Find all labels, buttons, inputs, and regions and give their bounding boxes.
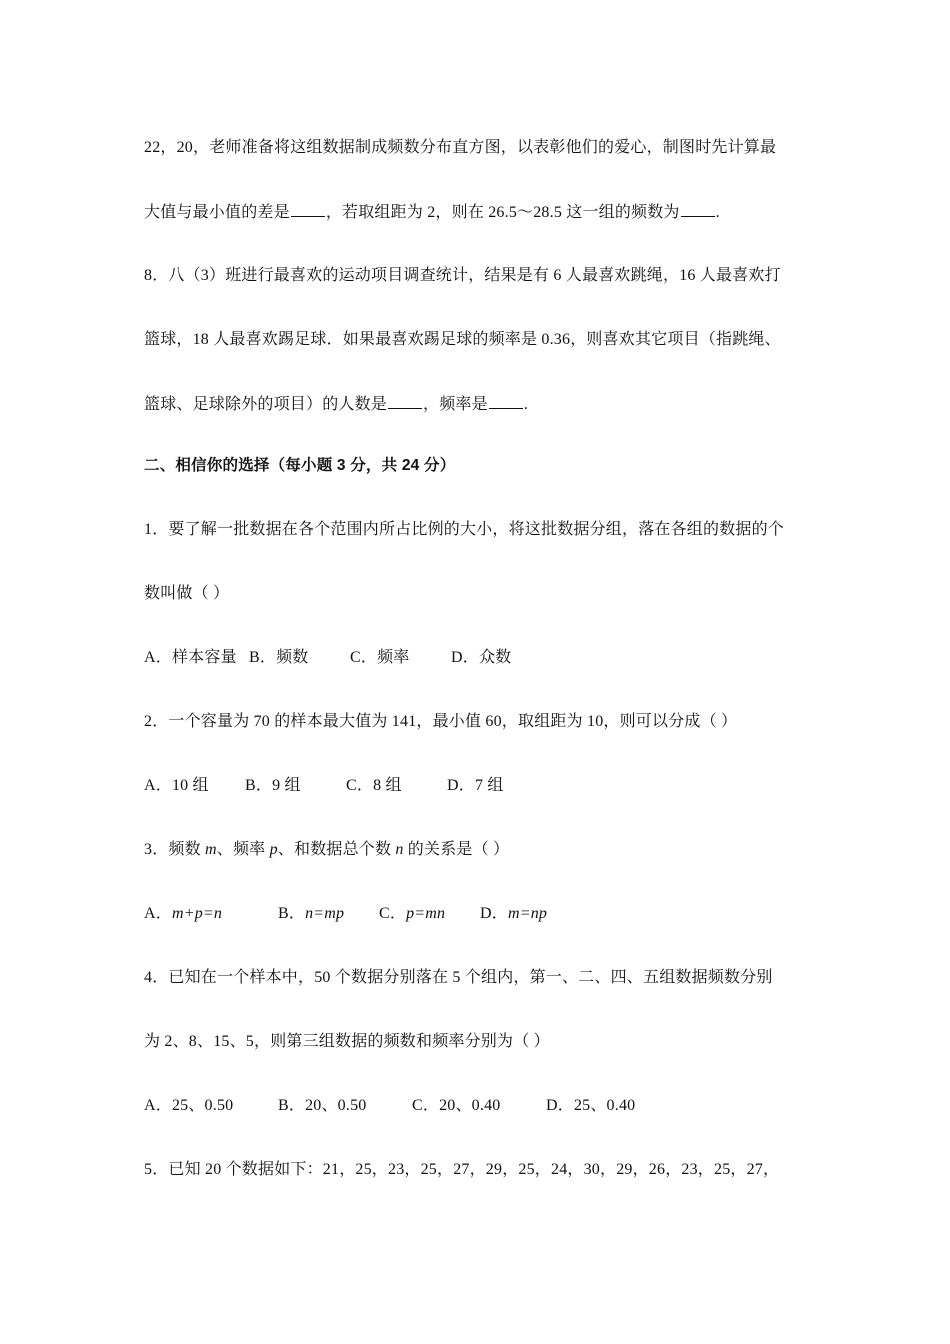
q3-option-d-formula: m=np	[507, 905, 548, 922]
problem7-line2-part-c: .	[715, 204, 720, 221]
q4-option-b[interactable]: B．20、0.50	[278, 1097, 367, 1114]
q3-option-c-formula: p=mn	[406, 905, 446, 922]
problem8-line3	[144, 394, 814, 415]
q2-line1: 2．一个容量为 70 的样本最大值为 141，最小值 60，取组距为 10，则可以分成（ ）	[144, 713, 738, 730]
q3-var-n: n	[395, 841, 404, 858]
q3-text-4: 的关系是（ ）	[403, 841, 510, 858]
q2-options	[144, 776, 814, 796]
q3-option-c-label: C．	[379, 905, 407, 922]
q1-line2: 数叫做（ ）	[144, 585, 230, 602]
problem8-line3-part-c: .	[523, 396, 529, 413]
q3-option-d-label: D．	[480, 905, 508, 922]
q3-option-c[interactable]	[379, 904, 480, 924]
problem8-line3-part-b: ，频率是	[423, 396, 488, 413]
problem8-line3-part-a: 篮球、足球除外的项目）的人数是	[144, 396, 388, 413]
q1-option-d[interactable]: D．众数	[451, 649, 512, 666]
q2-option-a[interactable]: A．10 组	[144, 777, 209, 794]
answer-blank-frequency	[681, 202, 715, 217]
q4-line1: 4．已知在一个样本中，50 个数据分别落在 5 个组内，第一、二、四、五组数据频数分别	[144, 969, 773, 986]
q3-option-d[interactable]	[480, 904, 547, 924]
q3-option-a[interactable]	[144, 904, 278, 924]
q4-option-a[interactable]: A．25、0.50	[144, 1097, 234, 1114]
q1-option-c[interactable]: C．频率	[350, 649, 410, 666]
answer-blank-range	[291, 202, 325, 217]
section2-title: 二、相信你的选择（每小题 3 分，共 24 分）	[144, 457, 456, 474]
q4-line2: 为 2、8、15、5，则第三组数据的频数和频率分别为（ ）	[144, 1033, 550, 1050]
q3-option-a-formula: m+p=n	[171, 905, 223, 922]
q1-option-b[interactable]: B．频数	[249, 649, 309, 666]
q3-options	[144, 904, 814, 924]
q1-line1: 1．要了解一批数据在各个范围内所占比例的大小，将这批数据分组，落在各组的数据的个	[144, 521, 785, 538]
problem7-line1: 22，20，老师准备将这组数据制成频数分布直方图，以表彰他们的爱心，制图时先计算最	[144, 139, 777, 156]
q4-options	[144, 1096, 814, 1116]
q2-option-d[interactable]: D．7 组	[447, 777, 504, 794]
q3-text-3: 、和数据总个数	[277, 841, 396, 858]
q4-option-d[interactable]: D．25、0.40	[546, 1097, 636, 1114]
q3-option-b-formula: n=mp	[305, 905, 345, 922]
q1-options	[144, 648, 814, 668]
q2-option-c[interactable]: C．8 组	[346, 777, 402, 794]
q4-option-c[interactable]: C．20、0.40	[412, 1097, 501, 1114]
problem8-line2: 篮球，18 人最喜欢踢足球．如果最喜欢踢足球的频率是 0.36，则喜欢其它项目（指跳绳、	[144, 331, 781, 348]
q3-text-1: 3．频数	[144, 841, 206, 858]
q2-option-b[interactable]: B．9 组	[245, 777, 301, 794]
problem7-line2-part-a: 大值与最小值的差是	[144, 204, 290, 221]
q3-text-2: 、频率	[216, 841, 270, 858]
problem7-line2	[144, 202, 814, 223]
q3-option-b[interactable]	[278, 904, 379, 924]
q1-option-a[interactable]: A．样本容量	[144, 649, 237, 666]
q3-line1	[144, 840, 814, 860]
q3-option-a-label: A．	[144, 905, 172, 922]
problem8-line1: 8．八（3）班进行最喜欢的运动项目调查统计，结果是有 6 人最喜欢跳绳，16 人最喜欢打	[144, 267, 781, 284]
q3-var-m: m	[205, 841, 217, 858]
answer-blank-rate	[489, 394, 523, 409]
q5-line1: 5．已知 20 个数据如下：21，25，23，25，27，29，25，24，30，29，26，23，25，27，	[144, 1161, 780, 1178]
answer-blank-count	[388, 394, 422, 409]
q3-var-p: p	[269, 841, 278, 858]
q3-option-b-label: B．	[278, 905, 306, 922]
problem7-line2-part-b: ，若取组距为 2，则在 26.5～28.5 这一组的频数为	[325, 204, 680, 221]
